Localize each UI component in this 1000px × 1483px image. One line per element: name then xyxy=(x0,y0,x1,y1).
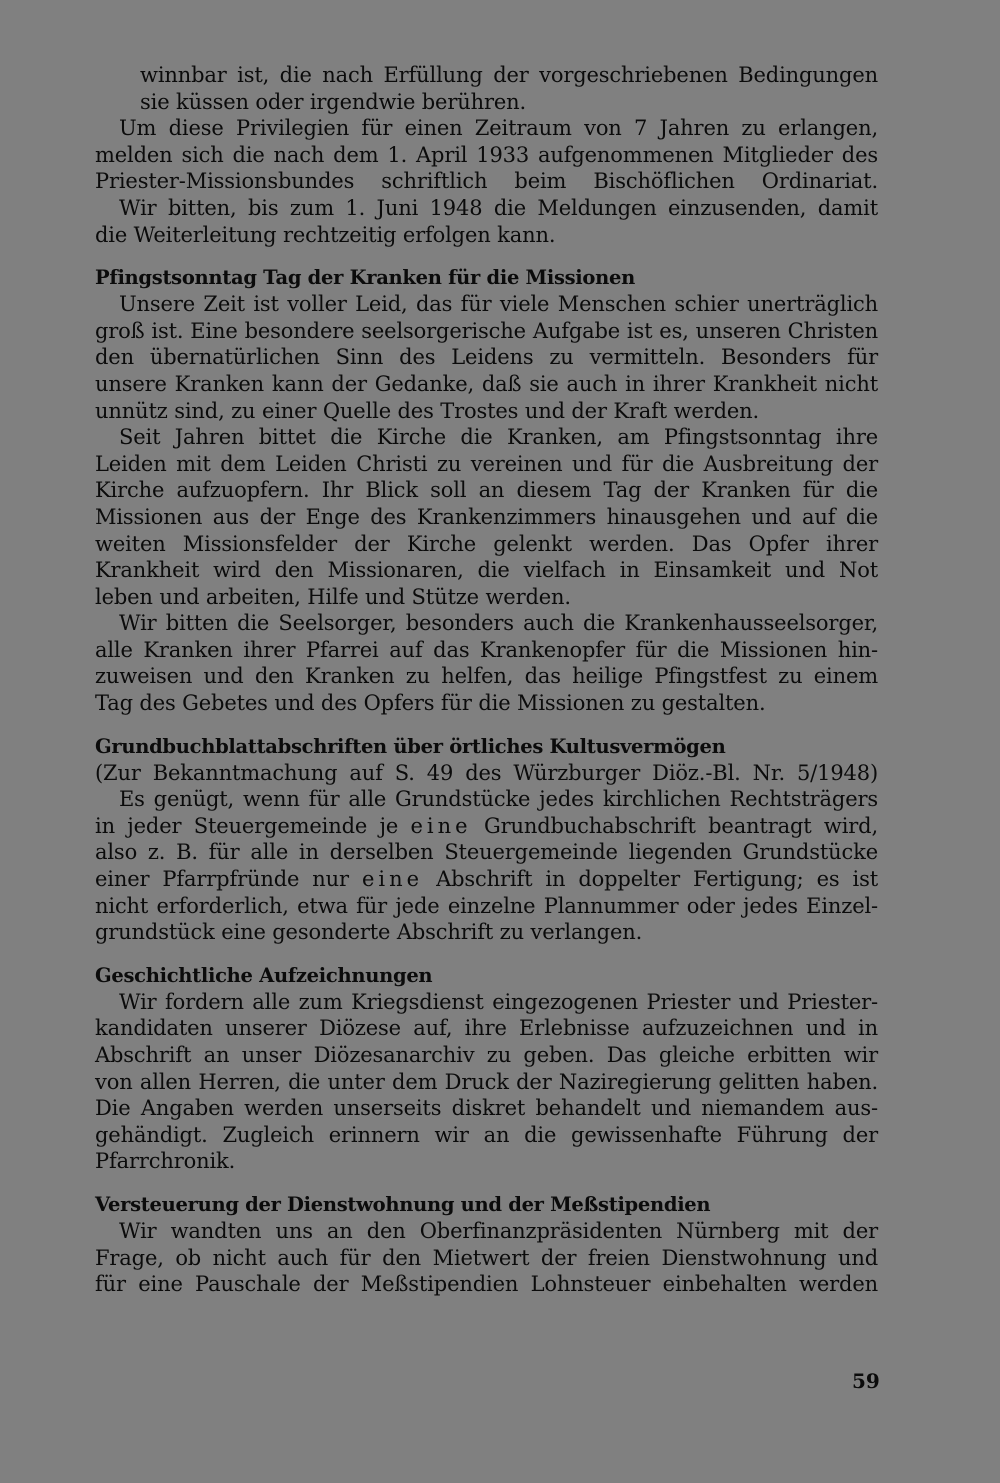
text-line: zuweisen und den Kranken zu helfen, das heilige Pfingstfest zu einem xyxy=(95,664,878,689)
text-line xyxy=(95,866,878,893)
text-line: Wir bitten, bis zum 1. Juni 1948 die Meldungen einzusenden, damit xyxy=(119,195,878,220)
text-line: winnbar ist, die nach Erfüllung der vorgeschriebenen Bedingungen xyxy=(140,63,878,87)
deadline-paragraph xyxy=(95,195,878,248)
document-page xyxy=(95,62,878,1298)
paragraph xyxy=(95,291,878,424)
page-number: 59 xyxy=(852,1369,880,1393)
text-line: Pfarrchronik. xyxy=(95,1149,236,1174)
text-segment: einer Pfarrpfründe nur xyxy=(95,867,349,892)
text-line: Missionen aus der Enge des Krankenzimmers hinausgehen und auf die xyxy=(95,504,878,529)
paragraph xyxy=(95,1218,878,1298)
paragraph xyxy=(95,786,878,946)
text-line: die Weiterleitung rechtzeitig erfolgen kann. xyxy=(95,222,556,247)
text-line: von allen Herren, die unter dem Druck der Naziregierung gelitten haben. xyxy=(95,1069,878,1094)
text-line: gehändigt. Zugleich erinnern wir an die gewissenhafte Führung der xyxy=(95,1122,878,1147)
text-line: groß ist. Eine besondere seelsorgerische Aufgabe ist es, unseren Christen xyxy=(95,318,878,343)
section-pentecost xyxy=(95,265,878,717)
text-line: Wir wandten uns an den Oberfinanzpräsidenten Nürnberg mit der xyxy=(119,1218,878,1243)
emphasized-word: eine xyxy=(361,867,424,892)
paragraph xyxy=(95,610,878,716)
privileges-paragraph xyxy=(95,115,878,195)
text-line: Wir fordern alle zum Kriegsdienst eingezogenen Priester und Priester- xyxy=(119,989,878,1014)
text-segment: in jeder Steuergemeinde je xyxy=(95,813,399,838)
text-line: Leiden mit dem Leiden Christi zu vereinen und für die Ausbreitung der xyxy=(95,451,878,476)
text-line: Es genügt, wenn für alle Grundstücke jedes kirchlichen Rechtsträgers xyxy=(119,787,878,812)
text-line: Abschrift an unser Diözesanarchiv zu geben. Das gleiche erbitten wir xyxy=(95,1043,878,1067)
continuation-paragraph xyxy=(95,62,878,115)
text-segment: Grundbuchabschrift beantragt wird, xyxy=(483,813,878,838)
text-line: also z. B. für alle in derselben Steuergemeinde liegenden Grundstücke xyxy=(95,840,878,865)
section-reference: (Zur Bekanntmachung auf S. 49 des Würzburger Diöz.-Bl. Nr. 5/1948) xyxy=(95,760,878,785)
text-line: weiten Missionsfelder der Kirche gelenkt werden. Das Opfer ihrer xyxy=(95,531,878,556)
text-line: Die Angaben werden unserseits diskret behandelt und niemandem aus- xyxy=(95,1096,878,1121)
text-line: unsere Kranken kann der Gedanke, daß sie auch in ihrer Krankheit nicht xyxy=(95,371,878,396)
text-line: Kirche aufzuopfern. Ihr Blick soll an diesem Tag der Kranken für die xyxy=(95,478,878,503)
section-land-register xyxy=(95,734,878,946)
section-taxation xyxy=(95,1192,878,1298)
text-line: Seit Jahren bittet die Kirche die Kranken, am Pfingstsonntag ihre xyxy=(119,425,878,450)
text-line: für eine Pauschale der Meßstipendien Lohnsteuer einbehalten werden xyxy=(95,1272,878,1297)
text-line: alle Kranken ihrer Pfarrei auf das Krankenopfer für die Missionen hin- xyxy=(95,637,878,662)
section-heading: Pfingstsonntag Tag der Kranken für die Missionen xyxy=(95,266,635,290)
text-line: nicht erforderlich, etwa für jede einzelne Plannummer oder jedes Einzel- xyxy=(95,893,878,918)
text-line: Wir bitten die Seelsorger, besonders auch die Krankenhausseelsorger, xyxy=(119,611,878,636)
text-line xyxy=(95,813,878,840)
text-line: Priester-Missionsbundes schriftlich beim Bischöflichen Ordinariat. xyxy=(95,169,878,194)
text-line: unnütz sind, zu einer Quelle des Trostes und der Kraft werden. xyxy=(95,398,760,423)
text-line: den übernatürlichen Sinn des Leidens zu vermitteln. Besonders für xyxy=(95,345,878,370)
text-line: sie küssen oder irgendwie berühren. xyxy=(140,89,527,114)
paragraph xyxy=(95,424,878,610)
text-line: Um diese Privilegien für einen Zeitraum von 7 Jahren zu erlangen, xyxy=(119,116,878,141)
text-line: melden sich die nach dem 1. April 1933 aufgenommenen Mitglieder des xyxy=(95,142,878,167)
text-line: leben und arbeiten, Hilfe und Stütze werden. xyxy=(95,584,571,609)
text-line: Frage, ob nicht auch für den Mietwert der freien Dienstwohnung und xyxy=(95,1245,878,1270)
text-line: kandidaten unserer Diözese auf, ihre Erlebnisse aufzuzeichnen und in xyxy=(95,1016,878,1041)
section-heading: Geschichtliche Aufzeichnungen xyxy=(95,963,433,987)
text-segment: Abschrift in doppelter Fertigung; es ist xyxy=(436,867,878,892)
emphasized-word: eine xyxy=(410,813,472,838)
section-historical xyxy=(95,963,878,1175)
section-heading: Grundbuchblattabschriften über örtliches Kultusvermögen xyxy=(95,734,726,758)
paragraph xyxy=(95,989,878,1175)
text-line: Krankheit wird den Missionaren, die vielfach in Einsamkeit und Not xyxy=(95,558,878,583)
text-line: Unsere Zeit ist voller Leid, das für viele Menschen schier unerträglich xyxy=(119,292,878,317)
section-heading: Versteuerung der Dienstwohnung und der Meßstipendien xyxy=(95,1192,711,1216)
text-line: grundstück eine gesonderte Abschrift zu verlangen. xyxy=(95,920,643,945)
text-line: Tag des Gebetes und des Opfers für die Missionen zu gestalten. xyxy=(95,691,766,716)
